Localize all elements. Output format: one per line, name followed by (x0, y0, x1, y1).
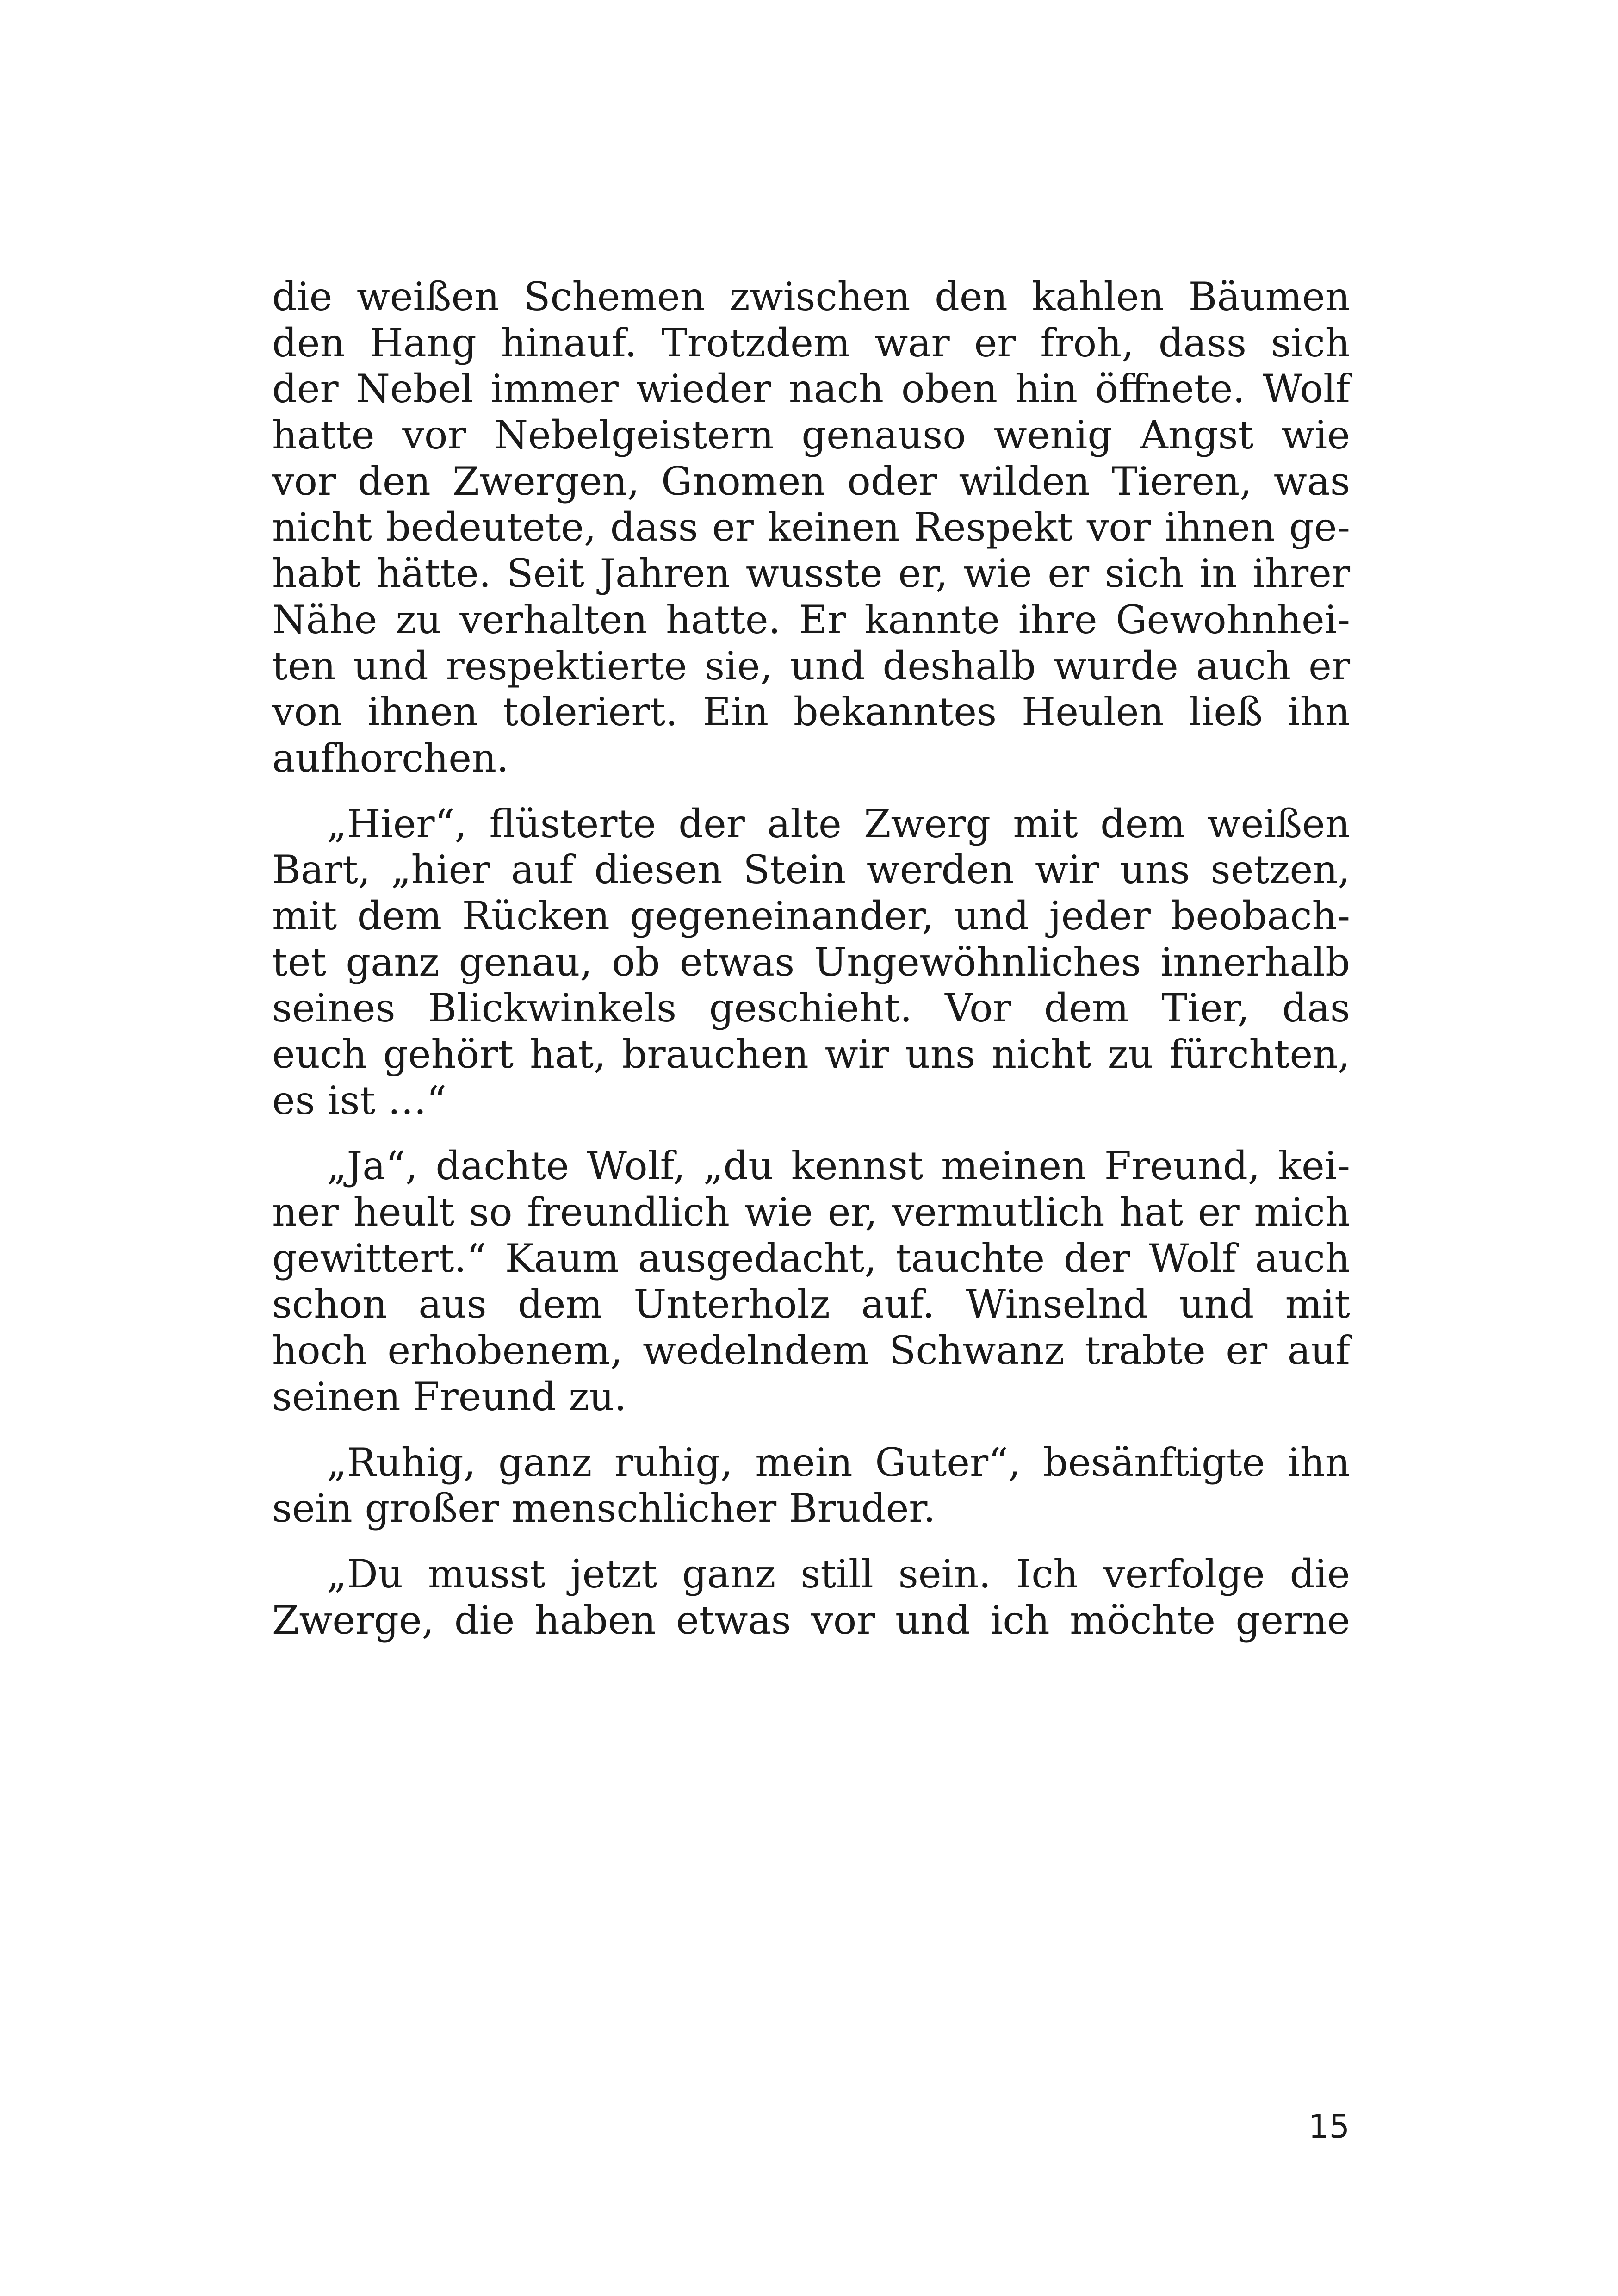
text-line: vor den Zwergen, Gnomen oder wilden Tieren, was (272, 458, 1350, 504)
paragraph (272, 1143, 1350, 1420)
text-line: gewittert.“ Kaum ausgedacht, tauchte der Wolf auch (272, 1235, 1350, 1281)
text-line: „Du musst jetzt ganz still sein. Ich verfolge die (327, 1551, 1350, 1597)
text-line: von ihnen toleriert. Ein bekanntes Heulen ließ ihn (272, 689, 1350, 735)
text-line: mit dem Rücken gegeneinander, und jeder beobach- (272, 893, 1350, 939)
text-line: euch gehört hat, brauchen wir uns nicht zu fürchten, (272, 1032, 1350, 1077)
text-line: Bart, „hier auf diesen Stein werden wir uns setzen, (272, 847, 1350, 893)
text-line: schon aus dem Unterholz auf. Winselnd und mit (272, 1282, 1350, 1327)
paragraph (272, 1440, 1350, 1532)
text-line: hoch erhobenem, wedelndem Schwanz trabte er auf (272, 1328, 1350, 1374)
text-line: den Hang hinauf. Trotzdem war er froh, dass sich (272, 320, 1350, 366)
text-line: habt hätte. Seit Jahren wusste er, wie er sich in ihrer (272, 551, 1350, 597)
text-line: seinen Freund zu. (272, 1374, 627, 1419)
text-line: Zwerge, die haben etwas vor und ich möchte gerne (272, 1597, 1350, 1643)
text-line: die weißen Schemen zwischen den kahlen Bäumen (272, 274, 1350, 319)
paragraph (272, 274, 1350, 782)
body-text (272, 274, 1350, 1643)
text-line: aufhorchen. (272, 735, 509, 781)
text-line: hatte vor Nebelgeistern genauso wenig Angst wie (272, 412, 1350, 458)
text-line: der Nebel immer wieder nach oben hin öffnete. Wolf (272, 366, 1350, 412)
text-line: „Hier“, flüsterte der alte Zwerg mit dem weißen (327, 801, 1350, 846)
text-line: „Ja“, dachte Wolf, „du kennst meinen Freund, kei- (327, 1143, 1350, 1189)
text-line: nicht bedeutete, dass er keinen Respekt vor ihnen ge- (272, 504, 1350, 550)
text-line: sein großer menschlicher Bruder. (272, 1486, 936, 1531)
paragraph (272, 801, 1350, 1124)
page-number: 15 (1308, 2108, 1350, 2146)
text-line: „Ruhig, ganz ruhig, mein Guter“, besänftigte ihn (327, 1439, 1350, 1485)
paragraph (272, 1551, 1350, 1643)
text-line: Nähe zu verhalten hatte. Er kannte ihre Gewohnhei- (272, 597, 1350, 642)
text-line: seines Blickwinkels geschieht. Vor dem Tier, das (272, 985, 1350, 1031)
text-line: ten und respektierte sie, und deshalb wurde auch er (272, 643, 1350, 689)
text-line: tet ganz genau, ob etwas Ungewöhnliches innerhalb (272, 939, 1350, 985)
text-line: ner heult so freundlich wie er, vermutlich hat er mich (272, 1189, 1350, 1235)
text-line: es ist …“ (272, 1077, 446, 1123)
